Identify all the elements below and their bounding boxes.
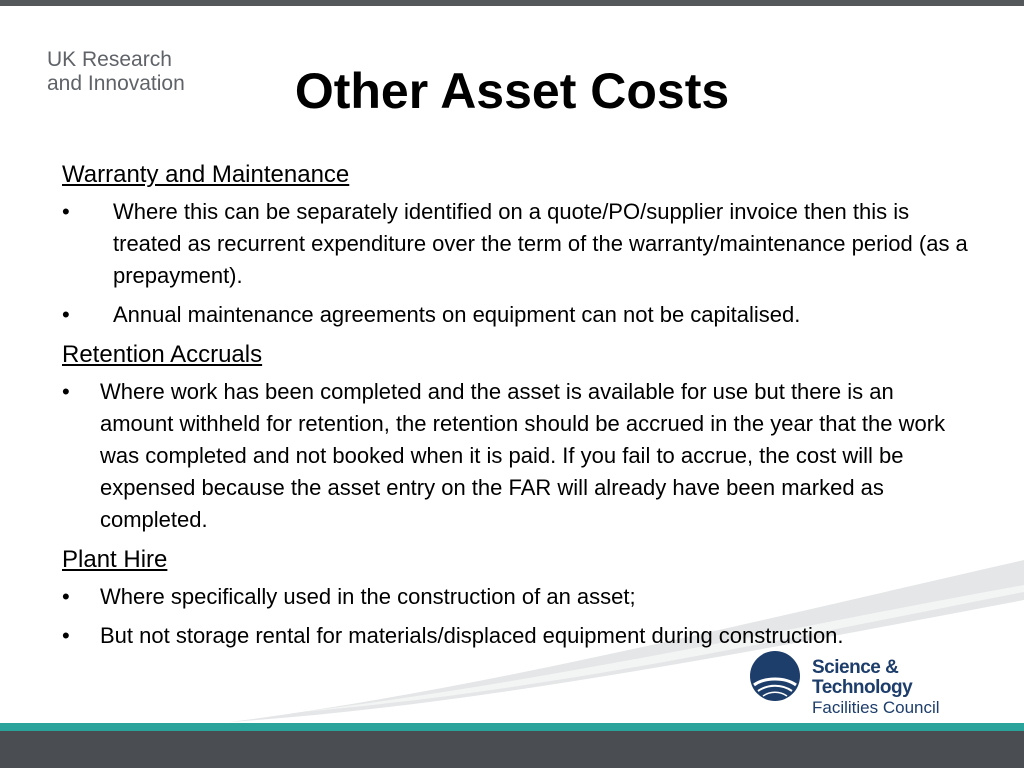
bullet-text: But not storage rental for materials/displaced equipment during construction.	[100, 623, 844, 648]
bullet-icon: •	[62, 623, 70, 648]
bullet-icon: •	[62, 584, 70, 609]
section-heading: Retention Accruals	[62, 341, 263, 368]
footer-bar	[0, 731, 1024, 768]
bullet-list	[62, 196, 972, 331]
section-plant-hire	[62, 543, 972, 652]
bullet-list	[62, 581, 972, 652]
bullet-text: Where this can be separately identified on a quote/PO/supplier invoice then this is treated as recurrent expenditure over the term of the warranty/maintenance period (as a prepayment).	[113, 199, 968, 288]
page-title: Other Asset Costs	[294, 63, 730, 119]
ukri-logo-line1: UK Research	[47, 48, 172, 71]
stfc-logo-line1: Science & Technology	[812, 657, 913, 698]
bullet-icon: •	[62, 302, 70, 327]
stfc-logo	[750, 651, 1000, 717]
section-warranty-maintenance	[62, 158, 972, 331]
bullet-icon: •	[62, 379, 70, 404]
bullet-text: Annual maintenance agreements on equipment can not be capitalised.	[113, 302, 801, 327]
bullet-text: Where specifically used in the construction of an asset;	[100, 584, 636, 609]
bullet-text: Where work has been completed and the asset is available for use but there is an amount withheld for retention, the retention should be accrued in the year that the work was completed and not booked when it is paid. If you fail to accrue, the cost will be expensed because the asset entry on the FAR will already have been marked as completed.	[100, 379, 946, 532]
bullet-item	[62, 376, 972, 536]
bullet-item	[62, 620, 972, 652]
slide-content	[62, 158, 972, 659]
section-heading: Plant Hire	[62, 546, 168, 573]
stfc-logo-text	[812, 658, 1000, 718]
stfc-globe-icon	[750, 651, 800, 701]
bullet-item	[62, 299, 972, 331]
stfc-logo-line2: Facilities Council	[812, 698, 940, 717]
section-retention-accruals	[62, 338, 972, 536]
bullet-icon: •	[62, 199, 70, 224]
ukri-logo-line2: and Innovation	[47, 72, 185, 95]
section-heading: Warranty and Maintenance	[62, 161, 350, 188]
bullet-item	[62, 581, 972, 613]
bullet-item	[62, 196, 972, 292]
bullet-list	[62, 376, 972, 536]
footer-teal-stripe	[0, 723, 1024, 731]
